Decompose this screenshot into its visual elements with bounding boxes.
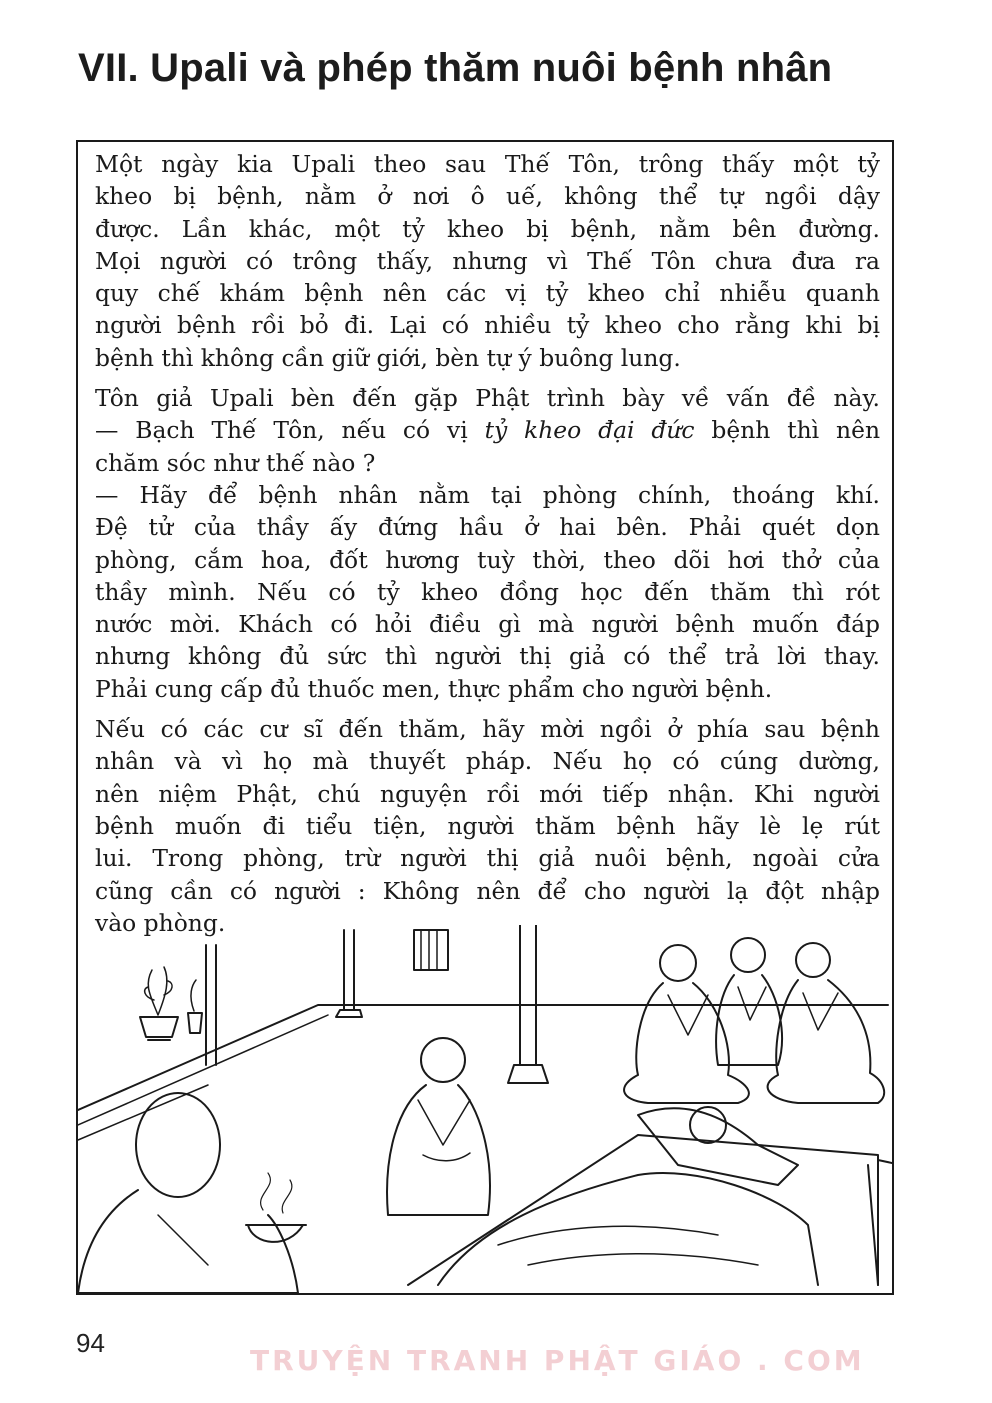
text-line: phòng, cắm hoa, đốt hương tuỳ thời, theo dõi hơi thở của <box>95 545 880 574</box>
text-line: kheo bị bệnh, nằm ở nơi ô uế, không thể tự ngồi dậy <box>95 182 880 211</box>
page-title: VII. Upali và phép thăm nuôi bệnh nhân <box>78 46 833 90</box>
text-line: Một ngày kia Upali theo sau Thế Tôn, trông thấy một tỷ <box>95 150 880 178</box>
body-text <box>95 148 880 947</box>
text-segment: bệnh thì nên <box>694 416 881 445</box>
text-line: — Hãy để bệnh nhân nằm tại phòng chính, thoáng khí. <box>95 480 880 509</box>
text-line: vào phòng. <box>95 908 226 937</box>
text-line: nước mời. Khách có hỏi điều gì mà người bệnh muốn đáp <box>95 610 880 639</box>
paragraph-2 <box>95 382 880 705</box>
paragraph-1 <box>95 148 880 374</box>
paragraph-3 <box>95 713 880 939</box>
text-segment: — Bạch Thế Tôn, nếu có vị <box>95 416 485 445</box>
text-line: cũng cần có người : Không nên để cho người lạ đột nhập <box>95 876 880 905</box>
text-line: Đệ tử của thầy ấy đứng hầu ở hai bên. Phải quét dọn <box>95 513 880 542</box>
text-line: Phải cung cấp đủ thuốc men, thực phẩm cho người bệnh. <box>95 674 773 703</box>
italic-phrase: tỷ kheo đại đức <box>484 416 695 445</box>
illustration-monks-caring-for-sick <box>78 925 892 1293</box>
page-number: 94 <box>76 1328 105 1358</box>
text-line-with-italic <box>95 414 880 446</box>
text-line: nhưng không đủ sức thì người thị giả có thể trả lời thay. <box>95 642 880 671</box>
text-line: nên niệm Phật, chú nguyện rồi mới tiếp nhận. Khi người <box>95 779 880 808</box>
text-line: quy chế khám bệnh nên các vị tỷ kheo chỉ nhiễu quanh <box>95 279 880 308</box>
text-line: chăm sóc như thế nào ? <box>95 448 376 477</box>
text-line: thầy mình. Nếu có tỷ kheo đồng học đến thăm thì rót <box>95 577 880 606</box>
sick-monk-in-bed-icon <box>408 1107 892 1285</box>
attendant-monk-icon <box>387 1038 490 1215</box>
text-line: Mọi người có trông thấy, nhưng vì Thế Tôn chưa đưa ra <box>95 246 880 275</box>
text-line: được. Lần khác, một tỷ kheo bị bệnh, nằm bên đường. <box>95 214 880 243</box>
text-line: Nếu có các cư sĩ đến thăm, hãy mời ngồi ở phía sau bệnh <box>95 715 880 744</box>
text-line: Tôn giả Upali bèn đến gặp Phật trình bày về vấn đề này. <box>95 384 880 413</box>
room-architecture-icon <box>78 925 888 1140</box>
watermark: TRUYỆN TRANH PHẬT GIÁO . COM <box>250 1344 865 1377</box>
text-line: nhân và vì họ mà thuyết pháp. Nếu họ có cúng dường, <box>95 747 880 776</box>
text-line: lui. Trong phòng, trừ người thị giả nuôi bệnh, ngoài cửa <box>95 844 880 873</box>
text-line: người bệnh rồi bỏ đi. Lại có nhiều tỷ kheo cho rằng khi bị <box>95 311 880 340</box>
seated-monks-icon <box>624 938 884 1103</box>
elderly-monk-with-bowl-icon <box>78 1093 306 1293</box>
text-line: bệnh thì không cần giữ giới, bèn tự ý buông lung. <box>95 343 681 372</box>
text-line: bệnh muốn đi tiểu tiện, người thăm bệnh hãy lè lẹ rút <box>95 811 880 840</box>
